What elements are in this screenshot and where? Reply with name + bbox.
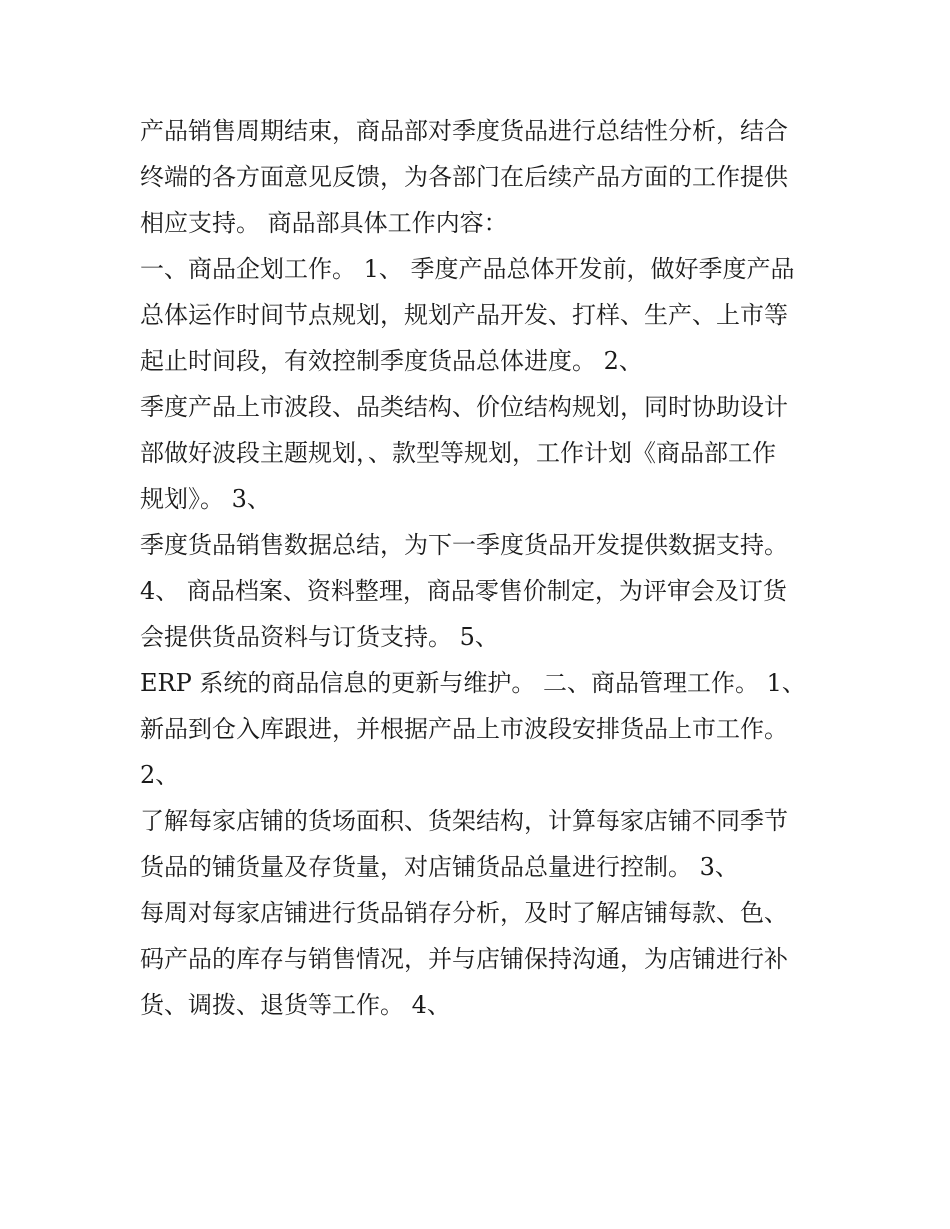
text-line: 2、 — [140, 761, 180, 789]
text-line: 产品销售周期结束，商品部对季度货品进行总结性分析，结合 — [140, 117, 788, 145]
text-line: 货、调拨、退货等工作。 4、 — [140, 991, 451, 1019]
text-line: 会提供货品资料与订货支持。 5、 — [140, 623, 499, 651]
text-line: 一、商品企划工作。 1、 季度产品总体开发前，做好季度产品 — [140, 255, 795, 283]
text-line: 总体运作时间节点规划，规划产品开发、打样、生产、上市等 — [140, 301, 788, 329]
text-line: 相应支持。 商品部具体工作内容： — [140, 209, 508, 237]
text-line: 起止时间段，有效控制季度货品总体进度。 2、 — [140, 347, 643, 375]
text-line: 每周对每家店铺进行货品销存分析，及时了解店铺每款、色、 — [140, 899, 788, 927]
text-line: 季度产品上市波段、品类结构、价位结构规划，同时协助设计 — [140, 393, 788, 421]
text-line: ERP 系统的商品信息的更新与维护。 二、商品管理工作。 1、 — [140, 669, 806, 697]
text-line: 部做好波段主题规划，、款型等规划，工作计划《商品部工作 — [140, 439, 776, 467]
text-line: 终端的各方面意见反馈，为各部门在后续产品方面的工作提供 — [140, 163, 788, 191]
text-line: 了解每家店铺的货场面积、货架结构，计算每家店铺不同季节 — [140, 807, 788, 835]
text-line: 规划》。 3、 — [140, 485, 271, 513]
document-body — [140, 108, 820, 1028]
text-line: 新品到仓入库跟进，并根据产品上市波段安排货品上市工作。 — [140, 715, 788, 743]
text-line: 码产品的库存与销售情况，并与店铺保持沟通，为店铺进行补 — [140, 945, 788, 973]
text-line: 4、 商品档案、资料整理，商品零售价制定，为评审会及订货 — [140, 577, 787, 605]
text-line: 季度货品销售数据总结，为下一季度货品开发提供数据支持。 — [140, 531, 788, 559]
text-line: 货品的铺货量及存货量，对店铺货品总量进行控制。 3、 — [140, 853, 739, 881]
